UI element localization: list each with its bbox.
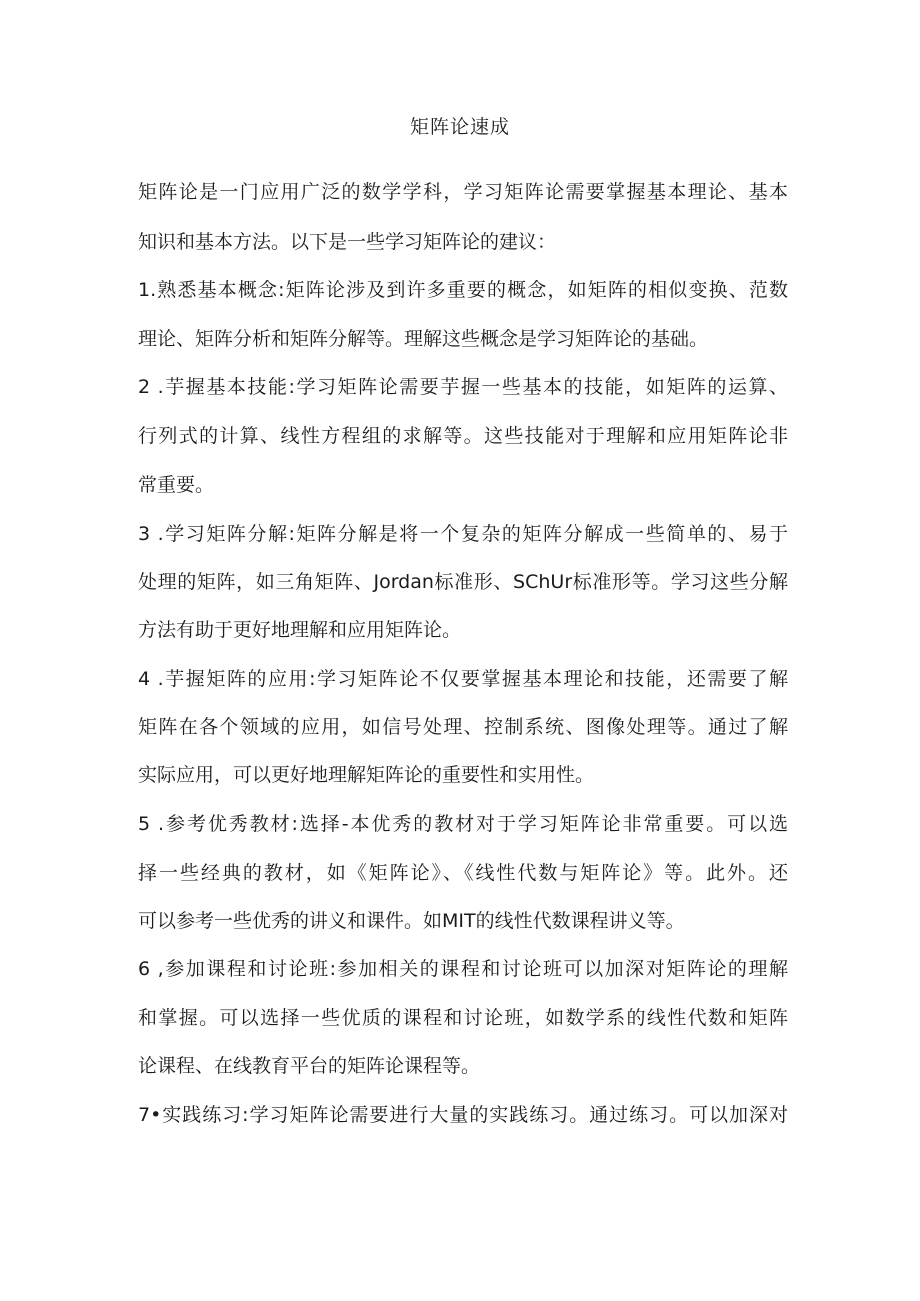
paragraph-line: 行列式的计算、线性方程组的求解等。这些技能对于理解和应用矩阵论非	[138, 425, 788, 447]
paragraph-line: 实际应用，可以更好地理解矩阵论的重要性和实用性。	[138, 764, 595, 786]
paragraph-line: 矩阵在各个领域的应用，如信号处理、控制系统、图像处理等。通过了解	[138, 716, 788, 738]
paragraph-line: 理论、矩阵分析和矩阵分解等。理解这些概念是学习矩阵论的基础。	[138, 328, 709, 350]
paragraph-line: 常重要。	[138, 474, 215, 496]
paragraph-line: 论课程、在线教育平台的矩阵论课程等。	[138, 1055, 481, 1077]
paragraph-line: 5 .参考优秀教材:选择-本优秀的教材对于学习矩阵论非常重要。可以选	[138, 813, 788, 835]
paragraph-line: 2 .芋握基本技能:学习矩阵论需要芋握一些基本的技能，如矩阵的运算、	[138, 376, 788, 398]
paragraph-line: 择一些经典的教材，如《矩阵论》、《线性代数与矩阵论》等。此外。还	[138, 862, 788, 884]
paragraph-line: 7•实践练习:学习矩阵论需要进行大量的实践练习。通过练习。可以加深对	[138, 1104, 788, 1126]
paragraph-line: 方法有助于更好地理解和应用矩阵论。	[138, 619, 462, 641]
paragraph-line: 知识和基本方法。以下是一些学习矩阵论的建议：	[138, 231, 557, 253]
paragraph-line: 4 .芋握矩阵的应用:学习矩阵论不仅要掌握基本理论和技能，还需要了解	[138, 668, 788, 690]
paragraph-line: 3 .学习矩阵分解:矩阵分解是将一个复杂的矩阵分解成一些简单的、易于	[138, 523, 788, 545]
paragraph-line: 处理的矩阵，如三角矩阵、Jordan标准形、SChUr标准形等。学习这些分解	[138, 571, 788, 593]
paragraph-line: 1.熟悉基本概念:矩阵论涉及到许多重要的概念，如矩阵的相似变换、范数	[138, 279, 788, 301]
paragraph-line: 和掌握。可以选择一些优质的课程和讨论班，如数学系的线性代数和矩阵	[138, 1007, 788, 1029]
paragraph-line: 可以参考一些优秀的讲义和课件。如MIT的线性代数课程讲义等。	[138, 910, 685, 932]
document-title: 矩阵论速成	[409, 116, 510, 138]
paragraph-line: 矩阵论是一门应用广泛的数学学科，学习矩阵论需要掌握基本理论、基本	[138, 181, 788, 203]
paragraph-line: 6 ,参加课程和讨论班:参加相关的课程和讨论班可以加深对矩阵论的理解	[138, 958, 788, 980]
